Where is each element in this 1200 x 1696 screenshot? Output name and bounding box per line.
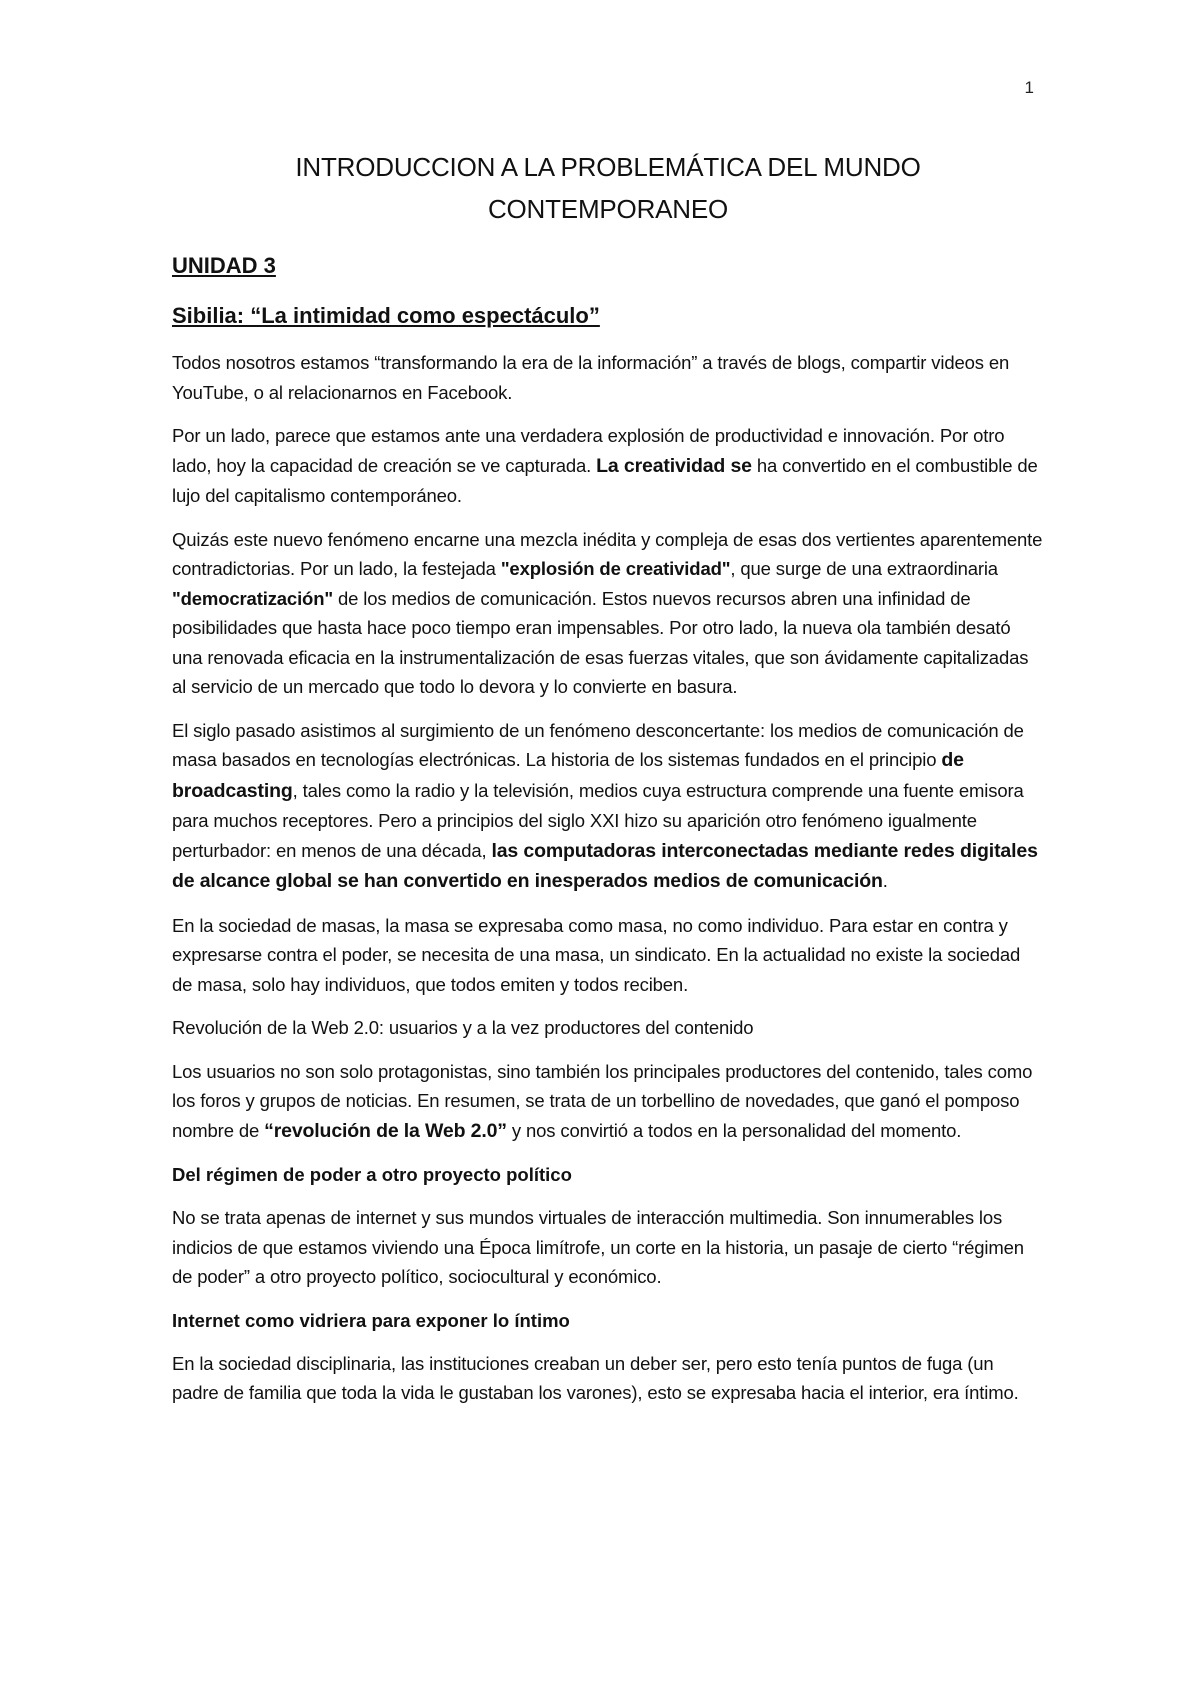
paragraph-4-text-2: , tales como la radio y la televisión, medios cuya estructura comprende una fuente emisora para muchos receptores. Pero a principios del siglo XXI hizo su aparición otro fenómeno igualmente perturbador: en menos de una década, [172,779,1024,861]
paragraph-2-text-1: Por un lado, parece que estamos ante una verdadera explosión de productividad e innovación. Por otro lado, hoy la capacidad de creación se ve capturada. [172,425,1005,476]
paragraph-3-text-1: Quizás este nuevo fenómeno encarne una mezcla inédita y compleja de esas dos vertientes aparentemente contradictorias. Por un lado, la festejada [172,528,1043,579]
paragraph-3 [172,525,1044,702]
paragraph-3-bold-2: "democratización" [172,587,333,609]
subheading-regimen-de-poder: Del régimen de poder a otro proyecto político [172,1164,572,1185]
unit-heading: UNIDAD 3 [172,253,276,278]
paragraph-7-text-1: Los usuarios no son solo protagonistas, sino también los principales productores del contenido, tales como los foros y grupos de noticias. En resumen, se trata de un torbellino de novedades, que ganó el pomposo nombre de [172,1060,1033,1141]
section-title: Sibilia: “La intimidad como espectáculo” [172,303,600,328]
page-number: 1 [1024,78,1034,97]
paragraph-3-text-3: de los medios de comunicación. Estos nuevos recursos abren una infinidad de posibilidades que hasta hace poco tiempo eran impensables. Por otro lado, la nueva ola también desató una renovada eficacia en la instrumentalización de esas fuerzas vitales, que son ávidamente capitalizadas al servicio de un mercado que todo lo devora y lo convierte en basura. [172,587,1029,697]
paragraph-7-bold-1: “revolución de la Web 2.0” [264,1119,507,1142]
paragraph-2-bold-1: La creatividad se [596,454,752,477]
paragraph-7-text-2: y nos convirtió a todos en la personalidad del momento. [506,1119,962,1141]
paragraph-4-bold-2: las computadoras interconectadas mediante redes digitales de alcance global se han convertido en inesperados medios de comunicación [172,839,1038,892]
paragraph-7 [172,1057,1044,1147]
document-title [172,146,1044,230]
paragraph-4-text-1: El siglo pasado asistimos al surgimiento de un fenómeno desconcertante: los medios de comunicación de masa basados en tecnologías electrónicas. La historia de los sistemas fundados en el principio [172,719,1024,770]
paragraph-5: En la sociedad de masas, la masa se expresaba como masa, no como individuo. Para estar en contra y expresarse contra el poder, se necesita de una masa, un sindicato. En la actualidad no existe la sociedad de masa, solo hay individuos, que todos emiten y todos reciben. [172,914,1021,995]
paragraph-9: En la sociedad disciplinaria, las instituciones creaban un deber ser, pero esto tenía puntos de fuga (un padre de familia que toda la vida le gustaban los varones), esto se expresaba hacia el interior, era íntimo. [172,1352,1019,1403]
paragraph-2-text-2: ha convertido en el combustible de lujo del capitalismo contemporáneo. [172,454,1038,506]
paragraph-4 [172,716,1044,897]
subheading-internet-vidriera: Internet como vidriera para exponer lo íntimo [172,1309,570,1331]
paragraph-2 [172,421,1044,511]
paragraph-3-text-2: , que surge de una extraordinaria [730,558,998,579]
paragraph-4-text-3: . [882,870,888,891]
paragraph-8: No se trata apenas de internet y sus mundos virtuales de interacción multimedia. Son innumerables los indicios de que estamos viviendo una Época limítrofe, un corte en la historia, un pasaje de cierto “régimen de poder” a otro proyecto político, sociocultural y económico. [172,1207,1024,1287]
paragraph-4-bold-1: de broadcasting [172,749,964,802]
paragraph-1: Todos nosotros estamos “transformando la era de la información” a través de blogs, compartir videos en YouTube, o al relacionarnos en Facebook. [172,352,1010,403]
paragraph-3-bold-1: "explosión de creatividad" [500,558,731,579]
document-body [172,146,1044,1422]
title-line-1: INTRODUCCION A LA PROBLEMÁTICA DEL MUNDO [295,152,921,182]
title-line-2: CONTEMPORANEO [487,194,729,224]
paragraph-6: Revolución de la Web 2.0: usuarios y a la vez productores del contenido [172,1017,754,1038]
